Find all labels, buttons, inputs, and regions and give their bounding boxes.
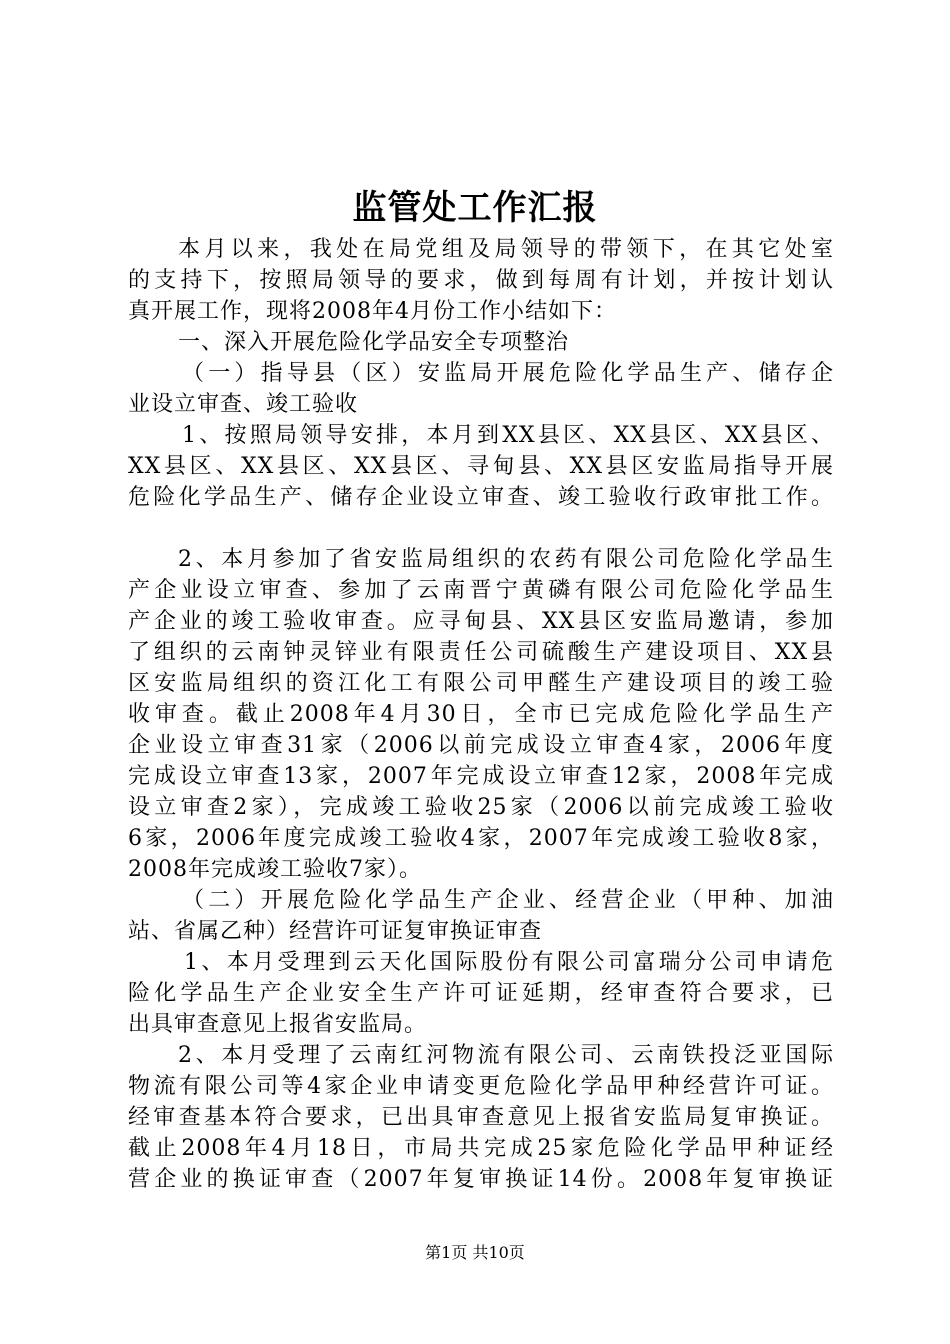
page-number: 第1页 共10页 — [425, 1243, 525, 1262]
text-line: 1、本月受理到云天化国际股份有限公司富瑞分公司申请危 — [184, 950, 834, 975]
text-line: 1、按照局领导安排，本月到XX县区、XX县区、XX县区、 — [182, 423, 834, 448]
text-line: 2、本月参加了省安监局组织的农药有限公司危险化学品生 — [178, 547, 834, 572]
text-line: 产企业设立审查、参加了云南晋宁黄磷有限公司危险化学品生 — [128, 578, 834, 603]
text-line: 企业设立审查31家（2006以前完成设立审查4家，2006年度 — [128, 733, 834, 758]
text-line: 2、本月受理了云南红河物流有限公司、云南铁投泛亚国际 — [178, 1043, 834, 1068]
section-heading: 一、深入开展危险化学品安全专项整治 — [178, 330, 570, 355]
text-line: 站、省属乙种）经营许可证复审换证审查 — [128, 919, 543, 944]
text-line: 了组织的云南钟灵锌业有限责任公司硫酸生产建设项目、XX县 — [128, 640, 834, 665]
text-line: 2008年完成竣工验收7家）。 — [128, 857, 422, 882]
text-line: 危险化学品生产、储存企业设立审查、竣工验收行政审批工作。 — [128, 485, 834, 510]
text-line: 完成设立审查13家，2007年完成设立审查12家，2008年完成 — [128, 764, 834, 789]
text-line: 经审查基本符合要求，已出具审查意见上报省安监局复审换证。 — [128, 1105, 834, 1130]
text-line: 收审查。截止2008年4月30日，全市已完成危险化学品生产 — [128, 702, 834, 727]
text-line: 的支持下，按照局领导的要求，做到每周有计划，并按计划认 — [128, 268, 834, 293]
subsection-heading: （一）指导县（区）安监局开展危险化学品生产、储存企 — [182, 361, 834, 386]
text-line: 产企业的竣工验收审查。应寻甸县、XX县区安监局邀请，参加 — [128, 609, 834, 634]
text-line: 业设立审查、竣工验收 — [128, 392, 359, 417]
text-line: 物流有限公司等4家企业申请变更危险化学品甲种经营许可证。 — [128, 1074, 834, 1099]
text-line: 本月以来，我处在局党组及局领导的带领下，在其它处室 — [178, 237, 834, 262]
text-line: 真开展工作，现将2008年4月份工作小结如下： — [128, 299, 617, 324]
text-line: 区安监局组织的资江化工有限公司甲醛生产建设项目的竣工验 — [128, 671, 834, 696]
subsection-heading: （二）开展危险化学品生产企业、经营企业（甲种、加油 — [182, 888, 834, 913]
text-line: 出具审查意见上报省安监局。 — [128, 1012, 428, 1037]
text-line: 6家，2006年度完成竣工验收4家，2007年完成竣工验收8家， — [128, 826, 834, 851]
document-title: 监管处工作汇报 — [352, 188, 598, 228]
text-line: 营企业的换证审查（2007年复审换证14份。2008年复审换证 — [128, 1167, 834, 1192]
blank-line — [128, 513, 834, 544]
text-line: 险化学品生产企业安全生产许可证延期，经审查符合要求，已 — [128, 981, 834, 1006]
text-line: XX县区、XX县区、XX县区、寻甸县、XX县区安监局指导开展 — [128, 454, 834, 479]
text-line: 截止2008年4月18日，市局共完成25家危险化学品甲种证经 — [128, 1136, 834, 1161]
document-body — [128, 234, 834, 1195]
text-line: 设立审查2家），完成竣工验收25家（2006以前完成竣工验收 — [128, 795, 834, 820]
